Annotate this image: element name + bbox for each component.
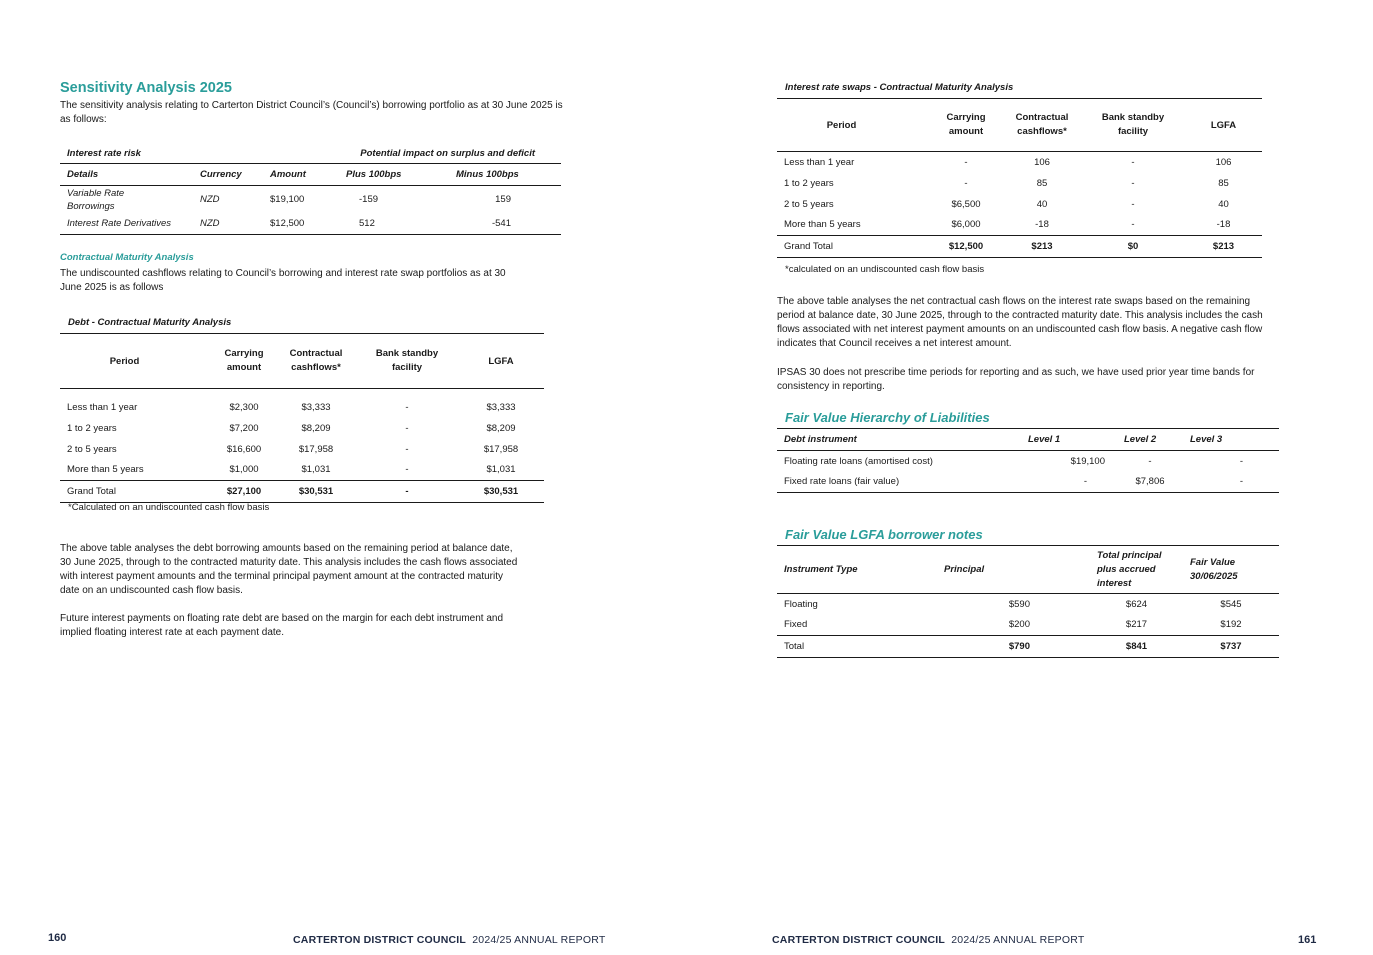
risk-caption-right: Potential impact on surplus and deficit (360, 147, 535, 159)
table-row: Floating $590 $624 $545 (784, 598, 1242, 610)
column-header: LGFA (1210, 119, 1237, 131)
page-title: Sensitivity Analysis 2025 (60, 80, 232, 96)
column-header: Currency (200, 168, 242, 180)
column-header: Level 3 (1190, 434, 1223, 445)
table-row: Less than 1 year - 106 - 106 (784, 156, 1232, 168)
column-header: Carrying amount (224, 348, 264, 373)
column-header: Minus 100bps (456, 168, 519, 180)
footer-org: CARTERTON DISTRICT COUNCIL (772, 934, 945, 946)
page-number-right: 161 (1298, 934, 1317, 946)
column-header: Instrument Type (784, 564, 858, 575)
footer-right (772, 934, 1084, 946)
table-total-row: Grand Total $12,500 $213 $0 $213 (777, 236, 1262, 258)
column-header: Contractual cashflows* (1015, 112, 1069, 137)
column-header: Total principal plus accrued interest (1097, 549, 1162, 589)
lgfa-borrower-notes-heading: Fair Value LGFA borrower notes (785, 527, 983, 542)
table-total-row: Total $790 $841 $737 (777, 636, 1279, 658)
column-header: Amount (270, 168, 306, 180)
swap-table-footnote: *calculated on an undiscounted cash flow basis (785, 264, 985, 275)
intro-paragraph: The sensitivity analysis relating to Carterton District Council’s (Council’s) borrowing portfolio as at 30 June 2025 is as follows: (60, 100, 563, 125)
footer-report: 2024/25 ANNUAL REPORT (951, 934, 1085, 946)
table-row: Less than 1 year $2,300 $3,333 - $3,333 (67, 401, 516, 413)
debt-table-footnote: *Calculated on an undiscounted cash flow basis (68, 502, 270, 513)
contractual-maturity-heading: Contractual Maturity Analysis (60, 252, 194, 263)
lgfa-borrower-notes-table (777, 545, 1279, 658)
table-row: 2 to 5 years $16,600 $17,958 - $17,958 (67, 443, 519, 455)
table-row: More than 5 years $1,000 $1,031 - $1,031 (60, 460, 544, 481)
column-header: Period (826, 119, 857, 131)
floating-rate-paragraph: Future interest payments on floating rate debt are based on the margin for each debt instrument and implied floating interest rate at each payment date. (60, 613, 504, 638)
table-row: Fixed rate loans (fair value) - $7,806 - (777, 472, 1279, 493)
fair-value-hierarchy-table (777, 428, 1279, 493)
table-row: 1 to 2 years $7,200 $8,209 - $8,209 (67, 422, 516, 434)
debt-maturity-table (60, 333, 544, 503)
column-header: Plus 100bps (346, 168, 402, 180)
table-total-row: Grand Total $27,100 $30,531 - $30,531 (60, 481, 544, 503)
column-header: Carrying amount (946, 112, 986, 137)
table-row: Floating rate loans (amortised cost) $19,100 - - (784, 455, 1243, 467)
table-row: More than 5 years $6,000 -18 - -18 (777, 215, 1262, 236)
ipsas-paragraph: IPSAS 30 does not prescribe time periods for reporting and as such, we have used prior year time bands for consistency in reporting. (777, 367, 1255, 392)
column-header: Level 2 (1124, 434, 1157, 445)
contractual-maturity-text: The undiscounted cashflows relating to Council’s borrowing and interest rate swap portfolios as at 30 June 2025 is as follows (60, 268, 506, 293)
column-header: LGFA (488, 355, 514, 367)
debt-table-caption: Debt - Contractual Maturity Analysis (68, 317, 232, 328)
swap-table-caption: Interest rate swaps - Contractual Maturity Analysis (785, 82, 1014, 93)
column-header: Level 1 (1028, 434, 1061, 445)
footer-org: CARTERTON DISTRICT COUNCIL (293, 934, 466, 946)
column-header: Principal (944, 564, 985, 575)
column-header: Fair Value 30/06/2025 (1190, 556, 1238, 582)
column-header: Contractual cashflows* (289, 348, 343, 373)
footer-report: 2024/25 ANNUAL REPORT (472, 934, 606, 946)
swap-analysis-paragraph: The above table analyses the net contractual cash flows on the interest rate swaps based on the remaining period at balance date, 30 June 2025, through to the contracted maturity date. This analysis includes the cash flows associated with net interest payment amounts on an undiscounted cash flow basis. A negative cash flow indicates that Council receives a net interest amount. (777, 296, 1263, 349)
page-number-left: 160 (48, 932, 67, 944)
table-row: Fixed $200 $217 $192 (777, 615, 1279, 636)
column-header: Details (67, 168, 99, 180)
fair-value-hierarchy-heading: Fair Value Hierarchy of Liabilities (785, 410, 990, 425)
table-row: Interest Rate Derivatives NZD $12,500 512 -541 (60, 214, 561, 234)
swap-maturity-table (777, 98, 1262, 258)
footer-left (293, 934, 605, 946)
table-row: 2 to 5 years $6,500 40 - 40 (784, 198, 1229, 210)
column-header: Bank standby facility (375, 348, 439, 373)
interest-rate-risk-table (60, 144, 561, 235)
table-row: Variable Rate Borrowings NZD $19,100 -159 159 (67, 187, 511, 212)
column-header: Bank standby facility (1101, 112, 1165, 137)
table-row: 1 to 2 years - 85 - 85 (784, 177, 1229, 189)
column-header: Period (109, 355, 140, 367)
risk-caption-left: Interest rate risk (67, 147, 141, 159)
column-header: Debt instrument (784, 434, 857, 445)
debt-analysis-paragraph: The above table analyses the debt borrowing amounts based on the remaining period at balance date, 30 June 2025, through to the contracted maturity date. This analysis includes the cash flows associated with interest payment amounts and the terminal principal payment amount at the contracted maturity date on an undiscounted cash flow basis. (60, 543, 518, 596)
